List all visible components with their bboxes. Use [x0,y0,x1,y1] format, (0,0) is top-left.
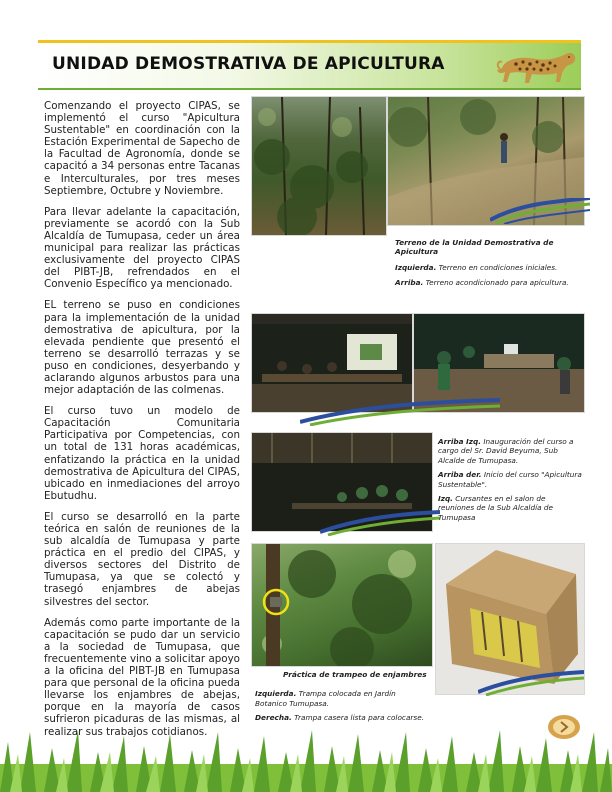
wave-decoration [490,198,590,224]
paragraph: Para llevar adelante la capacitación, previamente se acordó con la Sub Alcaldía de Tumupasa, ceder un área municipal para realizar las prácticas exclusivamente del proyecto CIPAS del PIBT-JB, refrendados en el Convenio Específico ya mencionado. [44,205,240,291]
caption-line: Arriba. Terreno acondicionado para apicultura. [395,278,569,288]
paragraph: El curso tuvo un modelo de Capacitación Comunitaria Participativa por Competencias, con un total de 131 horas académicas, enfatizando la práctica en la unidad demostrativa de Apicultura del CIPAS, ubicado en inmediaciones del arroyo Ebutudhu. [44,405,240,502]
caption-line: Derecha. Trampa casera lista para colocarse. [255,713,425,723]
article-body [44,100,240,747]
ocelot-icon [496,42,580,88]
caption-line: Izquierda. Trampa colocada en Jardín Botanico Tumupasa. [255,689,396,708]
tree-trap-photo [251,543,433,667]
forest-photo [251,96,387,236]
terrain-caption [395,238,575,288]
title-bar [38,40,581,90]
paragraph: EL terreno se puso en condiciones para la implementación de la unidad demostrativa de apicultura, por la elevada pendiente que presentó el terreno se desarrolló terrazas y se puso en condiciones, desyerbando y aclarando algunos arbustos para una mejor adaptación de las colmenas. [44,299,240,397]
paragraph: Comenzando el proyecto CIPAS, se implementó el curso "Apicultura Sustentable" en coordinación con la Estación Experimental de Sapecho de la Facultad de Agronomía, donde se capacitó a 34 personas entre Tacanas e Interculturales, por tres meses Septiembre, Octubre y Noviembre. [44,100,240,197]
caption-title: Práctica de trampeo de enjambres [283,670,427,679]
page-number-badge [547,714,581,740]
course-caption [438,437,582,522]
paragraph: El curso se desarrolló en la parte teórica en salón de reuniones de la sub alcaldía de Tumupasa y parte práctica en el predio del CIPAS, y diversos sectores del Distrito de Tumupasa, ya que se colectó y trasegó enjambres de abejas silvestres del sector. [44,510,240,608]
caption-line: Arriba der. Inicio del curso "Apicultura Sustentable". [438,470,582,489]
caption-line: Izquierda. Terreno en condiciones iniciales. [395,262,558,272]
caption-line: Izq. Cursantes en el salon de reuniones de la Sub Alcaldía de Tumupasa [438,494,554,522]
wave-decoration [300,396,500,426]
wave-decoration [478,670,584,696]
paragraph: Además como parte importante de la capacitación se pudo dar un servicio a la sociedad de Tumupasa, que frecuentemente vino a solicitar apoyo a la oficina del PIBT-JB en Tumupasa para que personal de la oficina pueda llevarse los enjambres de abejas, porque en la mayoría de casos sufrieron picaduras de las mismas, al realizar sus trabajos cotidianos. [44,616,240,738]
wave-decoration [320,510,440,536]
caption-line: Arriba Izq. Inauguración del curso a cargo del Sr. David Beyuma, Sub Alcalde de Tumupasa. [438,437,574,465]
grass-footer [0,712,612,792]
page-title: UNIDAD DEMOSTRATIVA DE APICULTURA [52,54,445,74]
caption-title: Terreno de la Unidad Demostrativa de Apicultura [395,238,554,257]
